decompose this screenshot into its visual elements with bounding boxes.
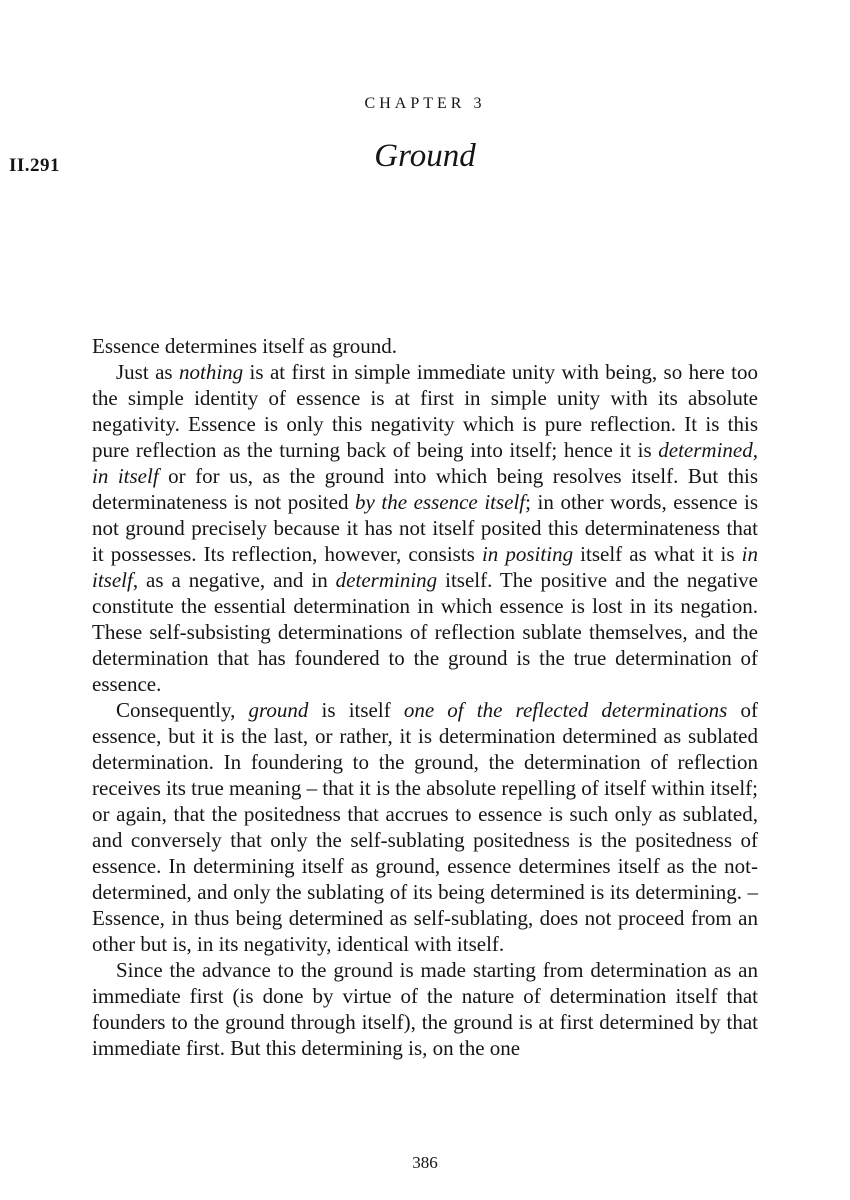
text-run: is at first in simple immediate unity with being, so here too the simple identity of essence is at first in simple unity with its absolute negativity. Essence is only this negativity which is pure reflection. It is this pure reflection as the turning back of being into itself; hence it is — [92, 360, 758, 462]
paragraph — [92, 697, 758, 957]
margin-page-reference: II.291 — [9, 155, 61, 176]
italic-text: determining — [335, 568, 438, 592]
text-run: is itself — [308, 698, 404, 722]
italic-text: one of the reflected determinations — [403, 698, 728, 722]
italic-text: nothing — [178, 360, 244, 384]
italic-text: in positing — [481, 542, 574, 566]
text-run: ; in other words, essence is not ground precisely because it has not itself posited this determinateness that it possesses. Its reflection, however, consists — [92, 490, 758, 566]
text-run: Essence determines itself as ground. — [92, 334, 397, 358]
chapter-title: Ground — [374, 138, 476, 174]
text-run: , as a negative, and in — [132, 568, 336, 592]
italic-text: determined, in itself — [92, 438, 758, 488]
paragraph — [92, 957, 758, 1061]
text-run: or for us, as the ground into which being resolves itself. But this determinateness is not posited — [92, 464, 758, 514]
page-number: 386 — [412, 1153, 438, 1172]
text-run: Consequently, — [116, 698, 249, 722]
text-run: Since the advance to the ground is made starting from determination as an immediate first (is done by virtue of the nature of determination itself that founders to the ground through itself), the ground is at first determined by that immediate first. But this determining is, on the one — [92, 958, 758, 1060]
paragraph — [92, 359, 758, 697]
text-run: itself as what it is — [573, 542, 742, 566]
paragraph — [92, 333, 758, 359]
italic-text: by the essence itself — [355, 490, 526, 514]
body-text — [92, 333, 758, 1061]
chapter-label: CHAPTER 3 — [364, 95, 486, 112]
italic-text: ground — [248, 698, 309, 722]
text-run: itself. The positive and the negative constitute the essential determination in which essence is lost in its negation. These self-subsisting determinations of reflection sublate themselves, and the determination that has foundered to the ground is the true determination of essence. — [92, 568, 758, 696]
italic-text: in itself — [92, 542, 759, 592]
text-run: of essence, but it is the last, or rather, it is determination determined as sublated determination. In foundering to the ground, the determination of reflection receives its true meaning – that it is the absolute repelling of itself within itself; or again, that the positedness that accrues to essence is such only as sublated, and conversely that only the self-sublating positedness is the positedness of essence. In determining itself as ground, essence determines itself as the not-determined, and only the sublating of its being determined is its determining. – Essence, in thus being determined as self-sublating, does not proceed from an other but is, in its negativity, identical with itself. — [92, 698, 759, 956]
text-run: Just as — [116, 360, 179, 384]
